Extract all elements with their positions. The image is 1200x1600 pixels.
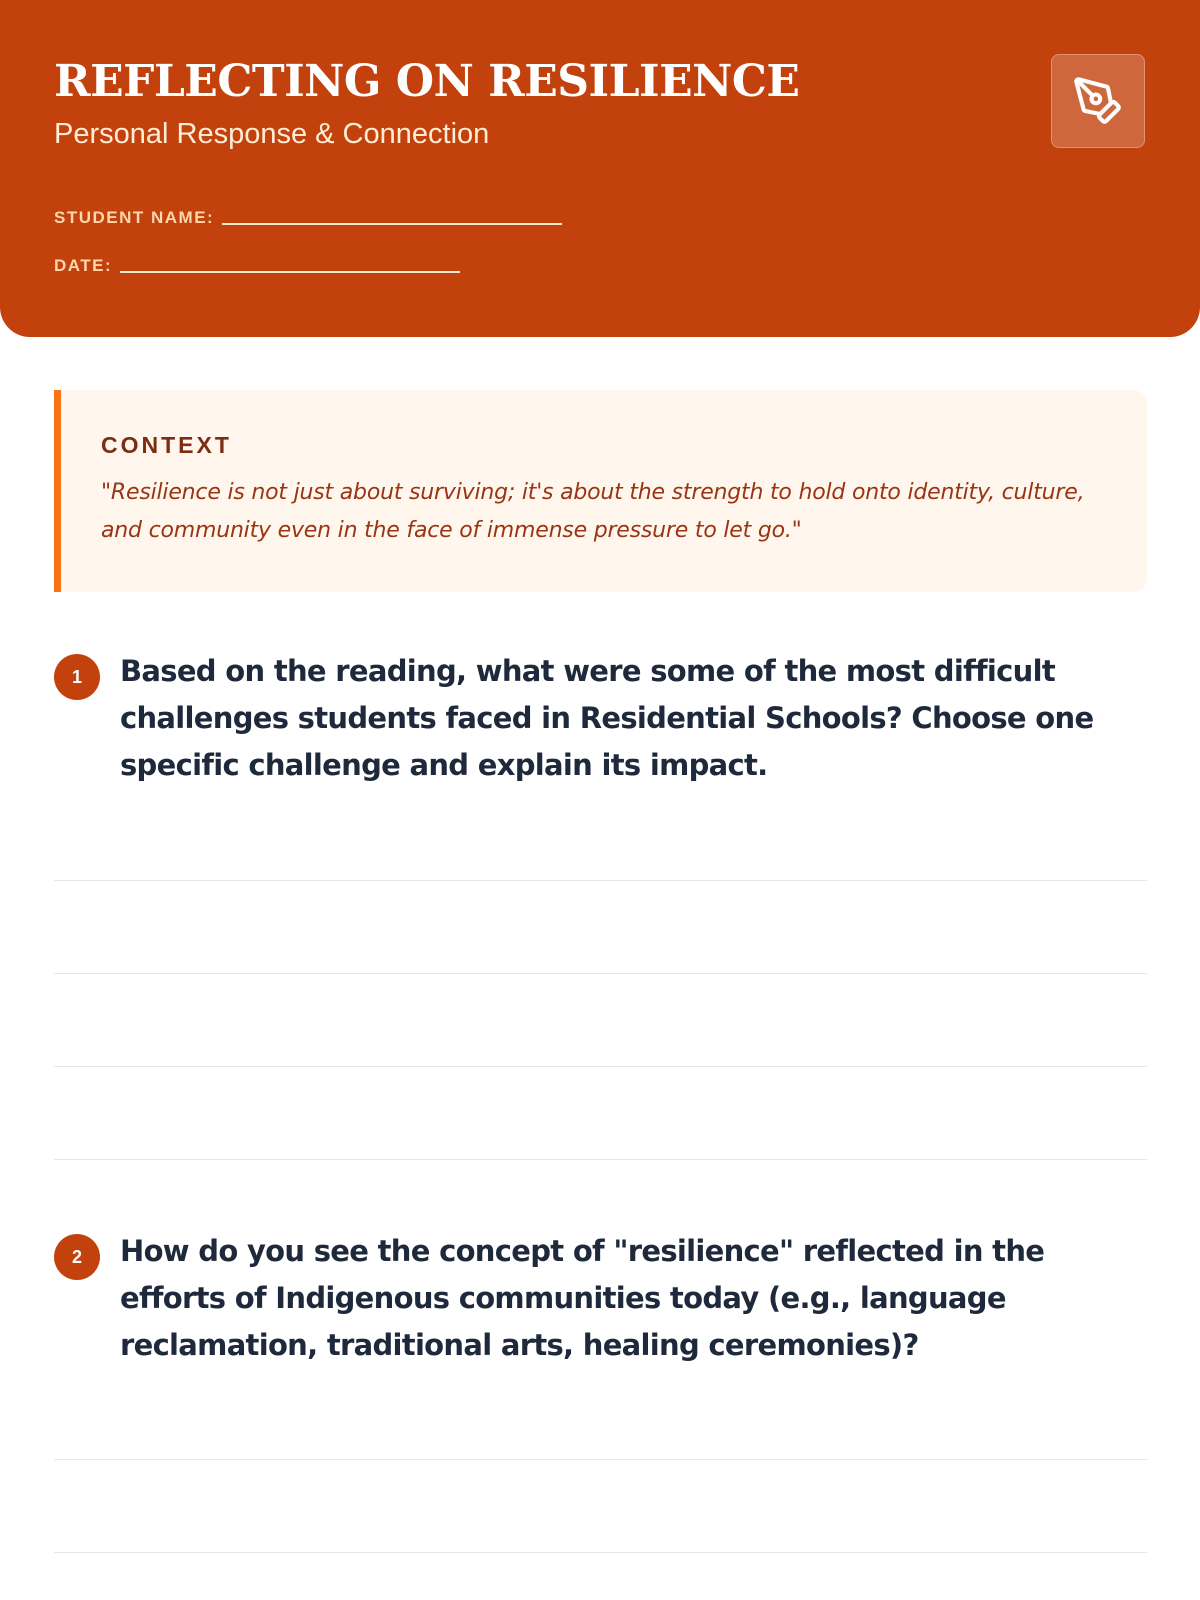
page-subtitle: Personal Response & Connection bbox=[54, 118, 490, 150]
student-name-field[interactable] bbox=[54, 208, 562, 228]
page-title: REFLECTING ON RESILIENCE bbox=[54, 56, 800, 107]
context-box bbox=[54, 390, 1147, 592]
answer-line[interactable] bbox=[54, 880, 1147, 881]
question-text: Based on the reading, what were some of the most difficult challenges students faced in Residential Schools? Choose one specific challenge and explain its impact. bbox=[120, 654, 1094, 782]
context-label: CONTEXT bbox=[101, 432, 232, 458]
date-blank-line[interactable] bbox=[120, 271, 460, 273]
question-number-badge: 2 bbox=[54, 1234, 100, 1280]
answer-line[interactable] bbox=[54, 1459, 1147, 1460]
context-quote: "Resilience is not just about surviving; it's about the strength to hold onto identity, culture, and community even in the face of immense pressure to let go." bbox=[101, 480, 1085, 543]
answer-line[interactable] bbox=[54, 1552, 1147, 1553]
answer-line[interactable] bbox=[54, 1066, 1147, 1067]
date-field[interactable] bbox=[54, 256, 460, 276]
student-name-label: STUDENT NAME: bbox=[54, 208, 215, 227]
answer-line[interactable] bbox=[54, 1159, 1147, 1160]
answer-line[interactable] bbox=[54, 973, 1147, 974]
question-text: How do you see the concept of "resilience" reflected in the efforts of Indigenous communities today (e.g., language reclamation, traditional arts, healing ceremonies)? bbox=[120, 1234, 1045, 1362]
student-name-blank-line[interactable] bbox=[222, 223, 562, 225]
worksheet-header bbox=[0, 0, 1200, 337]
date-label: DATE: bbox=[54, 256, 113, 275]
pen-tool-icon bbox=[1051, 54, 1145, 148]
question-number-badge: 1 bbox=[54, 654, 100, 700]
